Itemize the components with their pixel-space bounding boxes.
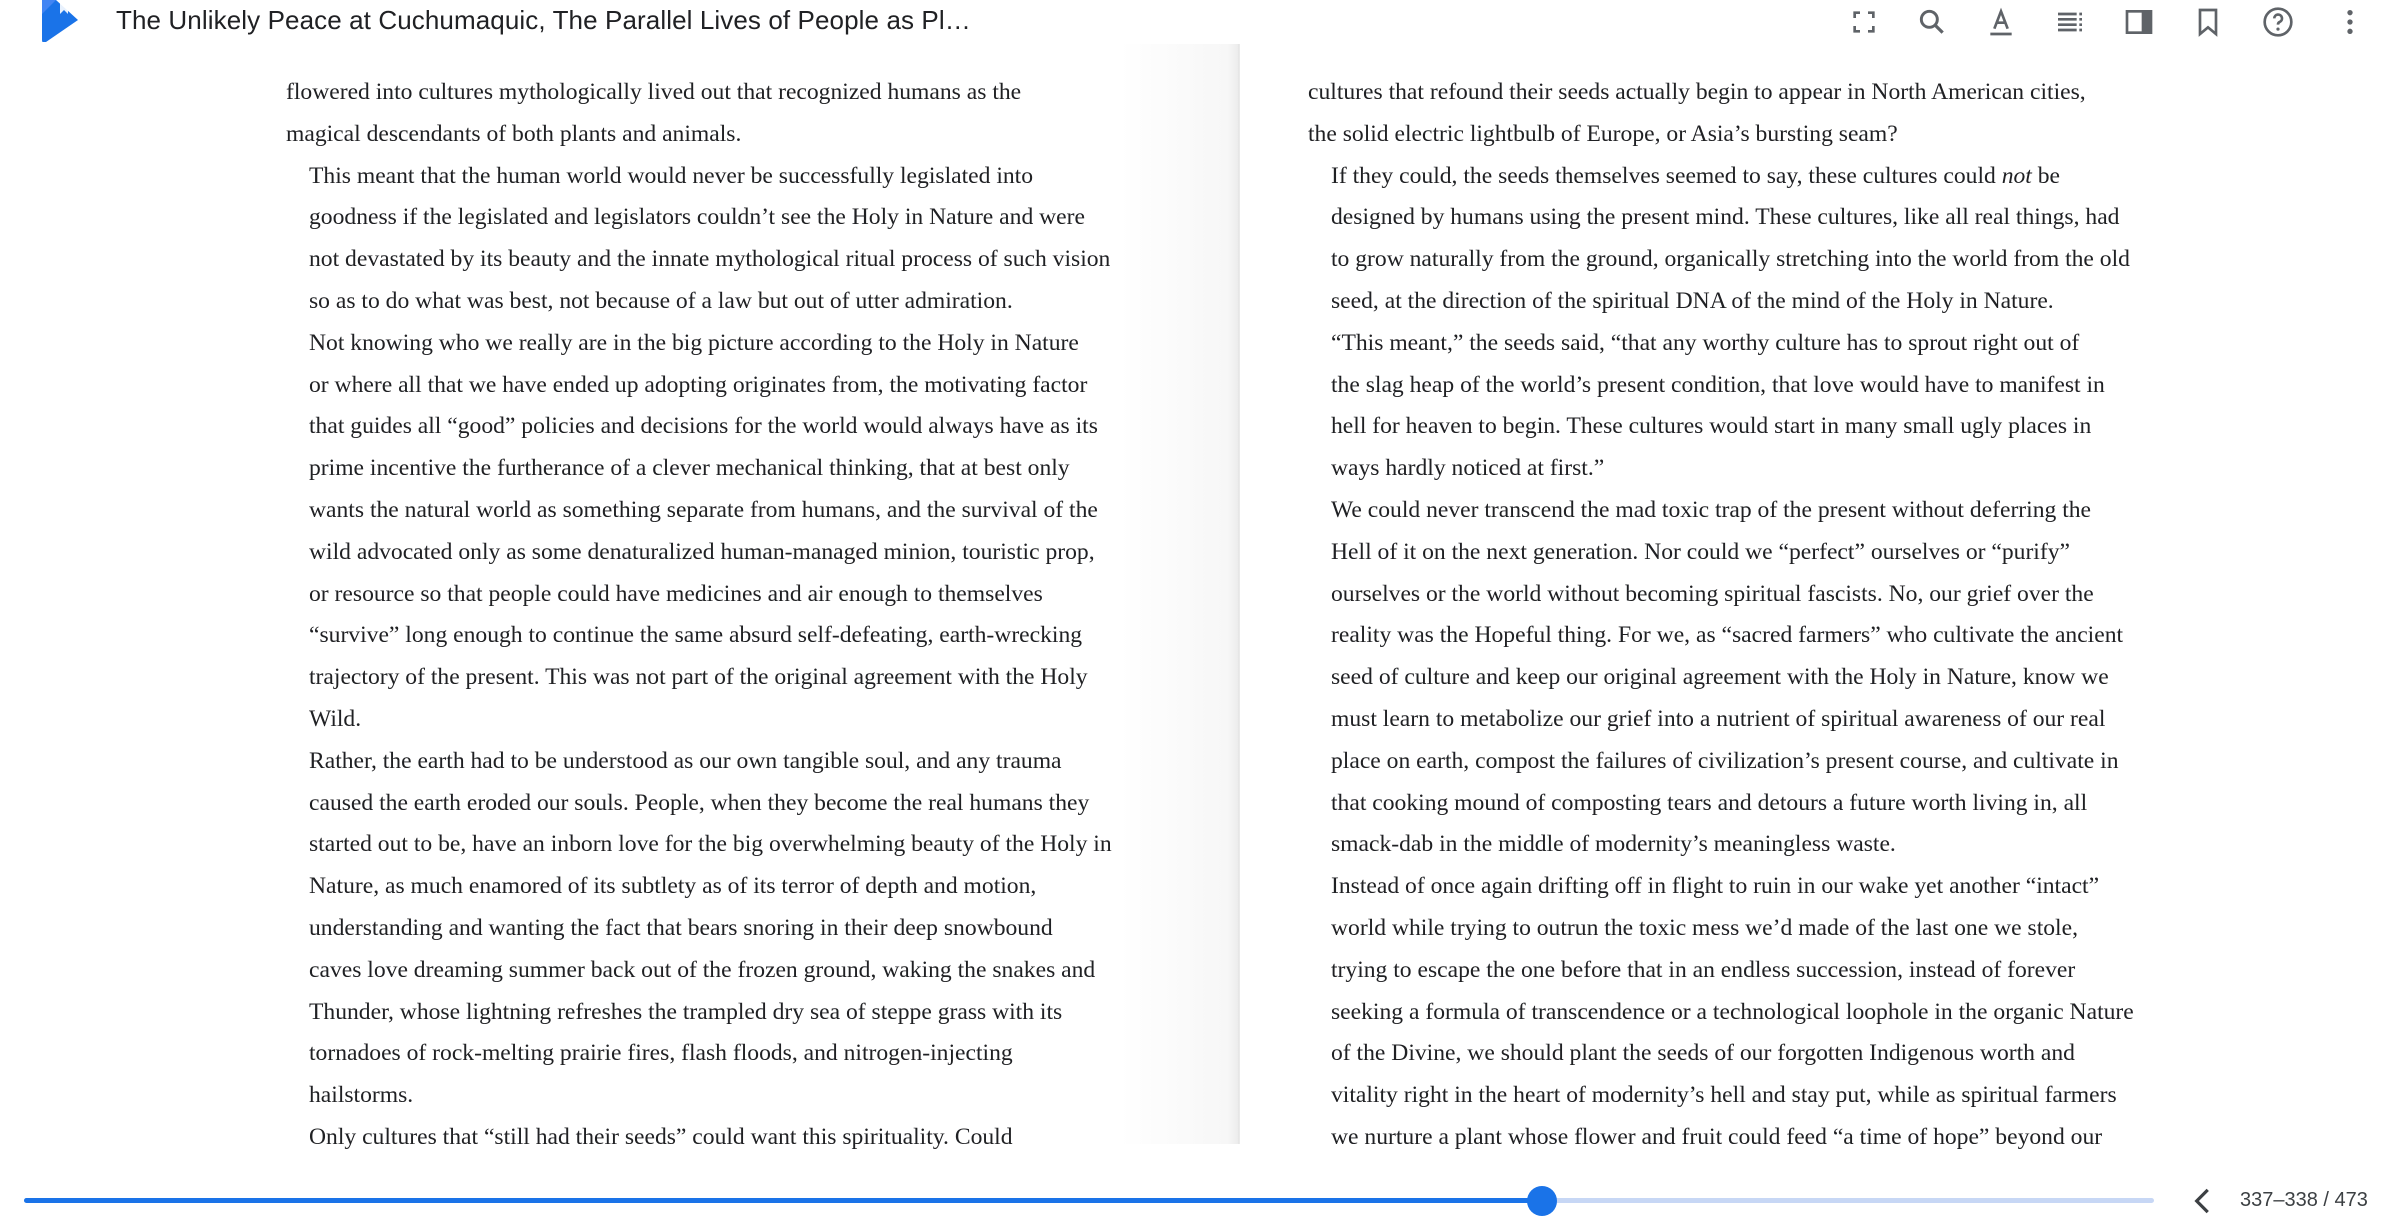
search-icon[interactable] [1912, 2, 1952, 42]
book-title: The Unlikely Peace at Cuchumaquic, The Parallel Lives of People as Pl… [116, 5, 971, 35]
paragraph [1308, 490, 2213, 866]
text-line: trying to escape the one before that in an endless succession, instead of forever [1331, 956, 2076, 983]
text-line: to grow naturally from the ground, organically stretching into the world from the old [1331, 246, 2130, 273]
text-line: flowered into cultures mythologically lived out that recognized humans as the [286, 79, 1022, 105]
paragraph [286, 1117, 1191, 1159]
text-line: Instead of once again drifting off in flight to ruin in our wake yet another “intact” [1331, 873, 2100, 900]
text-line: designed by humans using the present mind. These cultures, like all real things, had [1331, 204, 2120, 231]
right-page[interactable] [1308, 72, 2213, 1160]
text-line: or resource so that people could have medicines and air enough to themselves [309, 580, 1043, 607]
top-bar [0, 0, 2400, 44]
text-line: hailstorms. [309, 1082, 414, 1109]
text-line: Thunder, whose lightning refreshes the trampled dry sea of steppe grass with its [309, 998, 1063, 1025]
reading-mode-icon[interactable] [2119, 2, 2159, 42]
text-line: prime incentive the furtherance of a clever mechanical thinking, that at best only [309, 455, 1070, 482]
text-line: Wild. [309, 705, 362, 732]
paragraph [286, 323, 1191, 741]
text-line: seeking a formula of transcendence or a technological loophole in the organic Nature [1331, 998, 2134, 1025]
text-line: of the Divine, we should plant the seeds of our forgotten Indigenous worth and [1331, 1040, 2075, 1067]
text-line: “survive” long enough to continue the same absurd self-defeating, earth-wrecking [309, 622, 1083, 649]
text-line: the solid electric lightbulb of Europe, or Asia’s bursting seam? [1308, 120, 1898, 147]
text-line: that cooking mound of composting tears and detours a future worth living in, all [1331, 789, 2088, 816]
text-line: tornadoes of rock-melting prairie fires, flash floods, and nitrogen-injecting [309, 1040, 1013, 1067]
paragraph [1308, 156, 2213, 323]
text-line: place on earth, compost the failures of civilization’s present course, and cultivate in [1331, 747, 2119, 774]
chevron-left-icon [2184, 1182, 2222, 1220]
text-line: smack-dab in the middle of modernity’s meaningless waste. [1331, 831, 1896, 858]
text-line: cultures that refound their seeds actually begin to appear in North American cities, [1308, 79, 2086, 105]
text-line: Rather, the earth had to be understood as our own tangible soul, and any trauma [309, 747, 1062, 774]
text-line: seed of culture and keep our original agreement with the Holy in Nature, know we [1331, 664, 2109, 691]
page-gutter [1238, 44, 1239, 1144]
contents-icon[interactable] [2050, 2, 2090, 42]
text-line: we nurture a plant whose flower and fruit could feed “a time of hope” beyond our [1331, 1123, 2103, 1150]
paragraph [1308, 866, 2213, 1159]
play-books-logo[interactable] [38, 0, 84, 42]
paragraph [1308, 323, 2213, 490]
text-line: hell for heaven to begin. These cultures would start in many small ugly places in [1331, 413, 2092, 440]
paragraph [1308, 72, 2213, 156]
help-icon[interactable] [2258, 2, 2298, 42]
paragraph [286, 72, 1191, 156]
text-line: caused the earth eroded our souls. People, when they become the real humans they [309, 789, 1090, 816]
text-line: the slag heap of the world’s present condition, that love would have to manifest in [1331, 371, 2105, 398]
text-line: Not knowing who we really are in the big picture according to the Holy in Nature [309, 329, 1079, 356]
previous-page-button[interactable] [2184, 1182, 2222, 1220]
text-line: so as to do what was best, not because of a law but out of utter admiration. [309, 287, 1013, 314]
paragraph [286, 741, 1191, 1117]
text-line: not devastated by its beauty and the innate mythological ritual process of such vision [309, 246, 1111, 273]
text-line: reality was the Hopeful thing. For we, as “sacred farmers” who cultivate the ancient [1331, 622, 2124, 649]
text-line: vitality right in the heart of modernity’s hell and stay put, while as spiritual farmers [1331, 1082, 2117, 1109]
text-line: Hell of it on the next generation. Nor could we “perfect” ourselves or “purify” [1331, 538, 2070, 565]
text-line: that guides all “good” policies and decisions for the world would always have as its [309, 413, 1098, 440]
text-line: or where all that we have ended up adopting originates from, the motivating factor [309, 371, 1088, 398]
reading-progress-fill [24, 1198, 1542, 1203]
text-line: wants the natural world as something separate from humans, and the survival of the [309, 496, 1098, 523]
text-line: If they could, the seeds themselves seemed to say, these cultures could not be [1331, 162, 2061, 189]
text-format-icon[interactable] [1981, 2, 2021, 42]
text-line: world while trying to outrun the toxic mess we’d made of the last one we stole, [1331, 914, 2078, 941]
text-line: trajectory of the present. This was not part of the original agreement with the Holy [309, 664, 1088, 691]
text-line: “This meant,” the seeds said, “that any worthy culture has to sprout right out of [1331, 329, 2080, 356]
text-line: ourselves or the world without becoming spiritual fascists. No, our grief over the [1331, 580, 2094, 607]
text-line: seed, at the direction of the spiritual DNA of the mind of the Holy in Nature. [1331, 287, 2054, 314]
reading-progress-thumb[interactable] [1527, 1186, 1557, 1216]
text-line: started out to be, have an inborn love for the big overwhelming beauty of the Holy in [309, 831, 1112, 858]
fullscreen-icon[interactable] [1844, 2, 1884, 42]
bookmark-icon[interactable] [2188, 2, 2228, 42]
text-line: caves love dreaming summer back out of the frozen ground, waking the snakes and [309, 956, 1096, 983]
text-line: must learn to metabolize our grief into a nutrient of spiritual awareness of our real [1331, 705, 2106, 732]
page-count: 337–338 / 473 [2240, 1189, 2368, 1211]
more-icon[interactable] [2330, 2, 2370, 42]
text-line: magical descendants of both plants and animals. [286, 120, 742, 147]
text-line: ways hardly noticed at first.” [1331, 455, 1605, 482]
reading-progress-slider[interactable] [24, 1198, 2154, 1203]
text-line: This meant that the human world would never be successfully legislated into [309, 162, 1034, 189]
text-line: Only cultures that “still had their seeds” could want this spirituality. Could [309, 1123, 1013, 1150]
text-line: goodness if the legislated and legislators couldn’t see the Holy in Nature and were [309, 204, 1085, 231]
text-line: understanding and wanting the fact that bears snoring in their deep snowbound [309, 914, 1053, 941]
paragraph [286, 156, 1191, 323]
text-line: We could never transcend the mad toxic trap of the present without deferring the [1331, 496, 2092, 523]
text-line: Nature, as much enamored of its subtlety as of its terror of depth and motion, [309, 873, 1037, 900]
left-page[interactable] [286, 72, 1191, 1160]
text-line: wild advocated only as some denaturalized human-managed minion, touristic prop, [309, 538, 1095, 565]
